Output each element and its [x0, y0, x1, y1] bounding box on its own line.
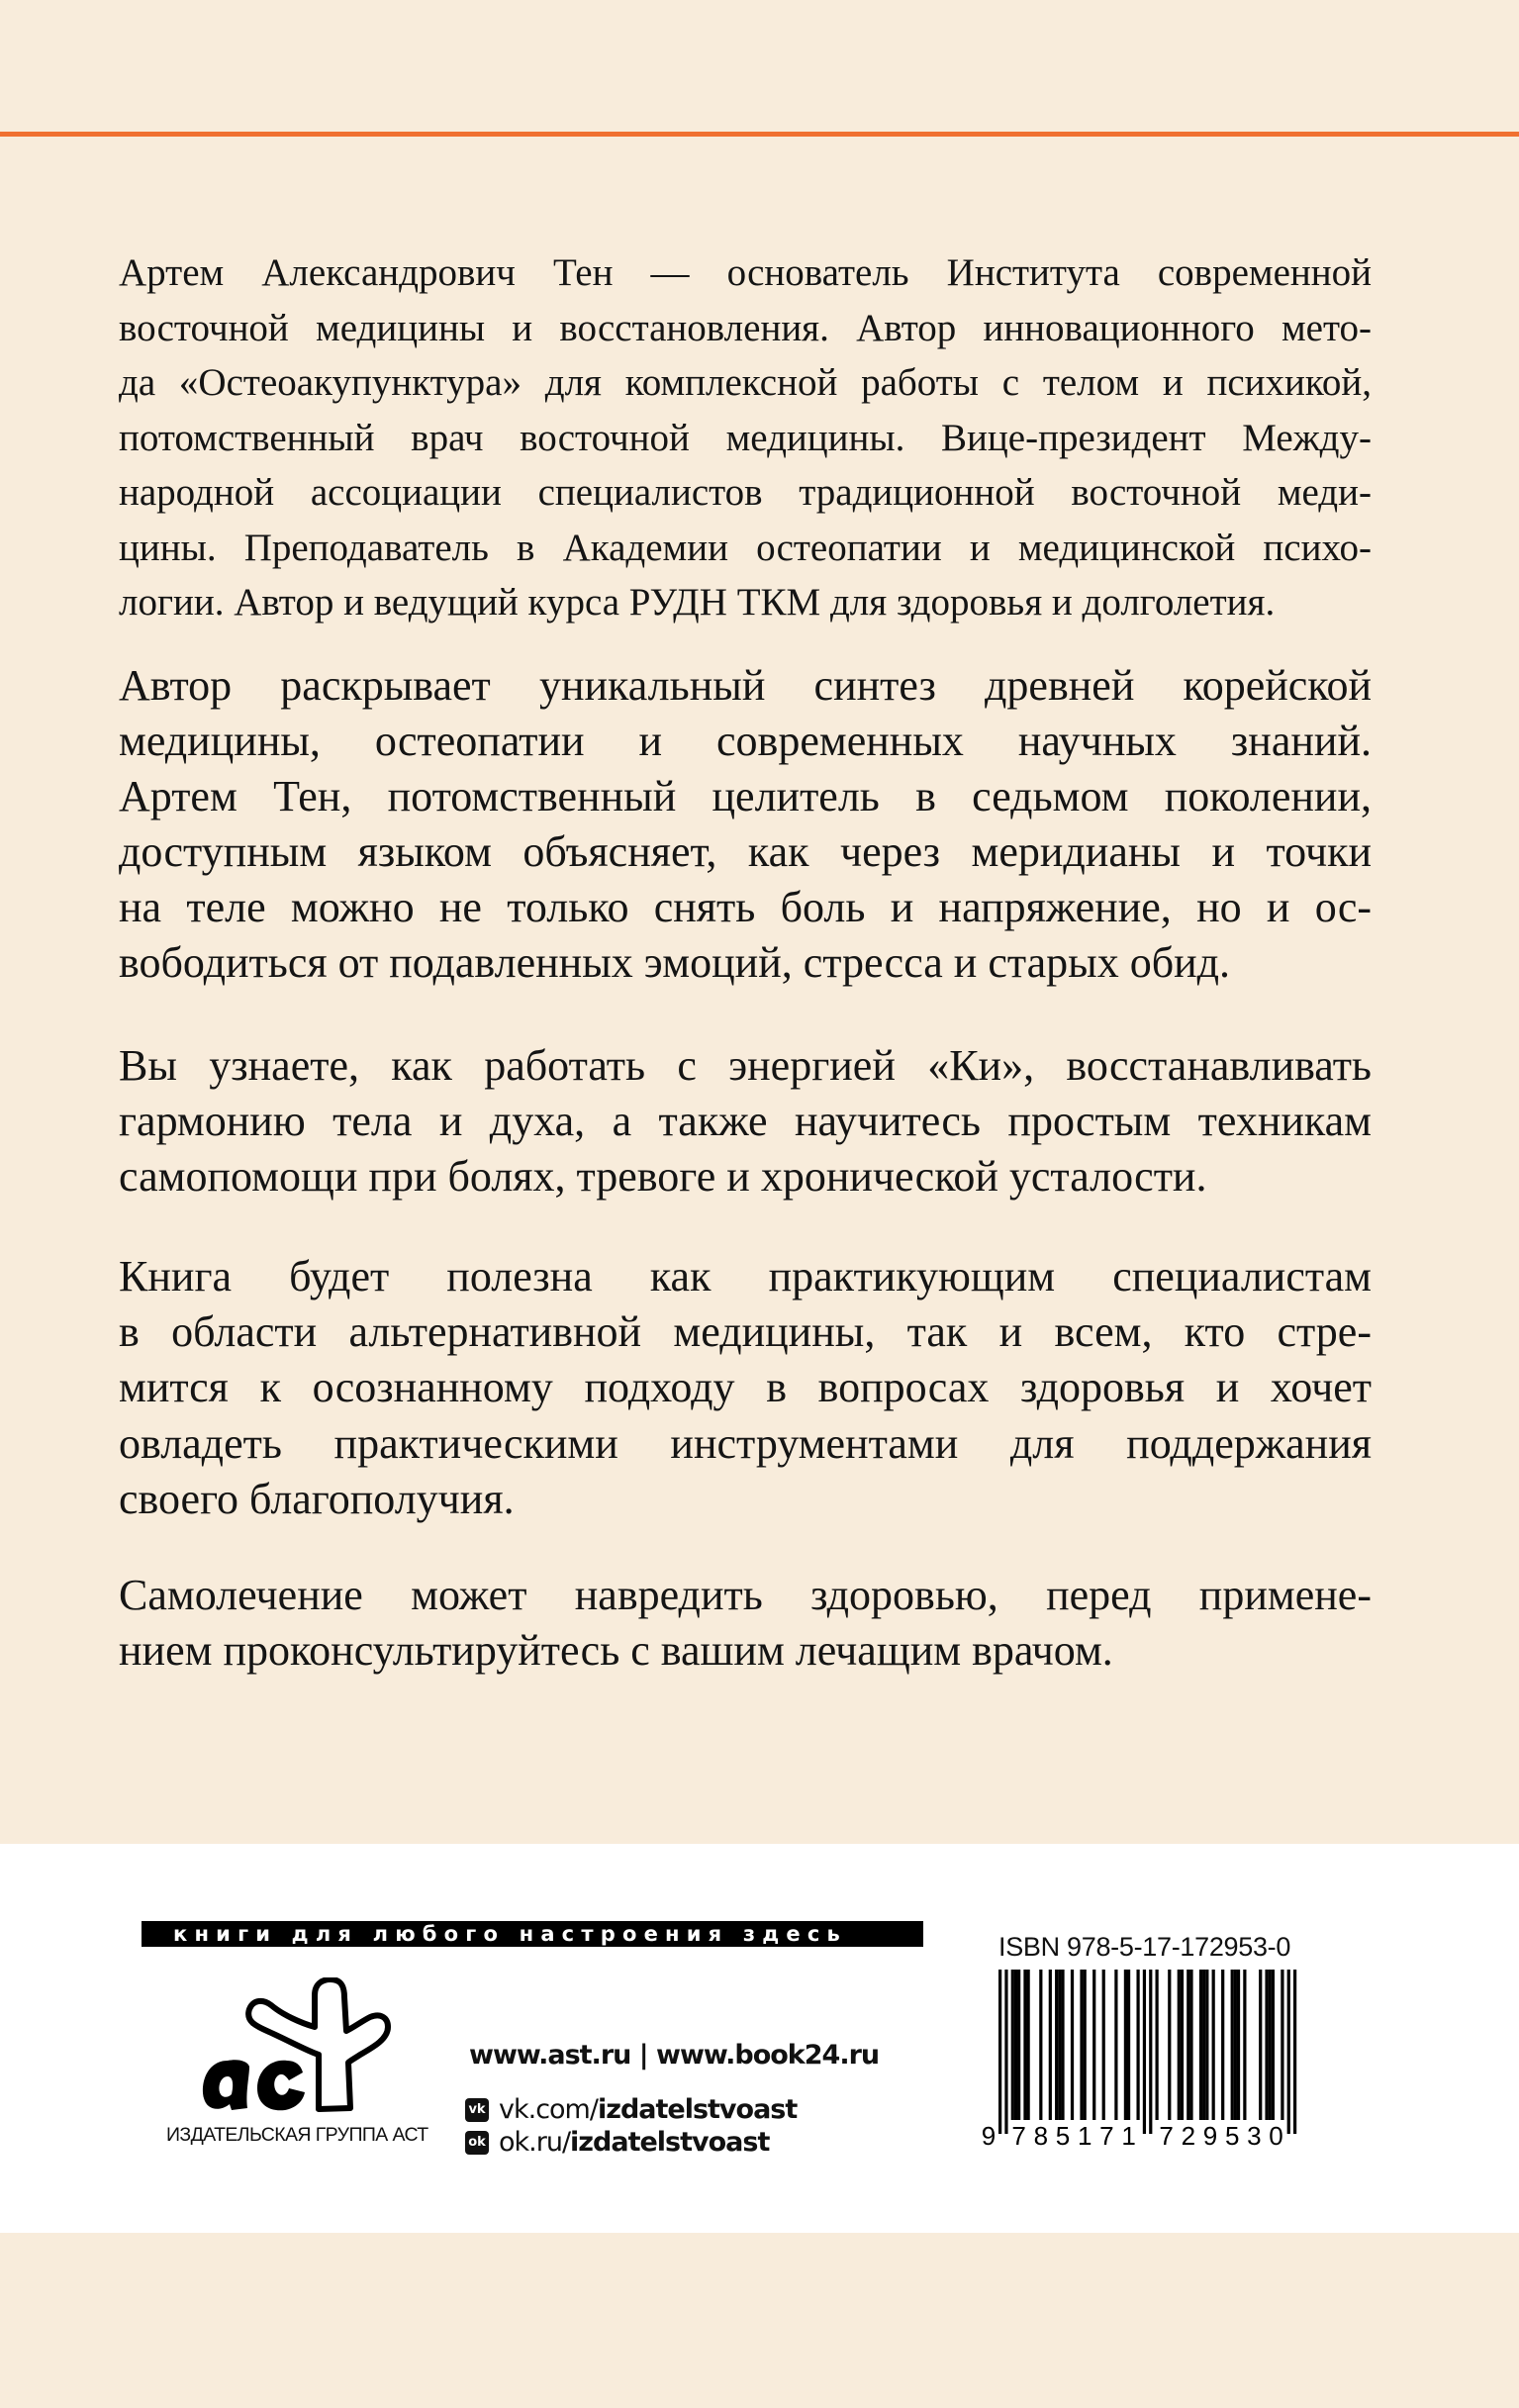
text-line: Автор раскрывает уникальный синтез древней корейской	[119, 661, 1372, 710]
svg-text:5: 5	[1055, 2121, 1071, 2151]
svg-text:7: 7	[1099, 2121, 1114, 2151]
ok-link[interactable]	[465, 2127, 769, 2158]
publisher-label: ИЗДАТЕЛЬСКАЯ ГРУППА АСТ	[166, 2124, 428, 2146]
text-line: самопомощи при болях, тревоге и хронической усталости.	[119, 1152, 1207, 1201]
svg-text:8: 8	[1033, 2121, 1049, 2151]
slogan-banner: книги для любого настроения здесь	[142, 1921, 923, 1947]
text-line: логии. Автор и ведущий курса РУДН ТКМ для здоровья и долголетия.	[119, 581, 1276, 624]
text-line: Самолечение может навредить здоровью, перед примене-	[119, 1571, 1372, 1619]
isbn-label: ISBN 978-5-17-172953-0	[998, 1932, 1291, 1962]
accent-rule	[0, 132, 1519, 137]
svg-text:1: 1	[1077, 2121, 1092, 2151]
svg-text:7: 7	[1011, 2121, 1026, 2151]
text-line: цины. Преподаватель в Академии остеопатии и медицинской психо-	[119, 526, 1372, 569]
svg-text:0: 0	[1269, 2121, 1283, 2151]
svg-text:3: 3	[1247, 2121, 1262, 2151]
text-line: доступным языком объясняет, как через меридианы и точки	[119, 827, 1372, 876]
text-line: народной ассоциации специалистов традиционной восточной меди-	[119, 471, 1372, 514]
text-line: на теле можно не только снять боль и напряжение, но и ос-	[119, 883, 1372, 931]
vk-icon: vk	[465, 2098, 489, 2122]
vk-prefix: vk.com/	[499, 2094, 598, 2125]
text-line: вободиться от подавленных эмоций, стресса и старых обид.	[119, 938, 1231, 987]
text-line: своего благополучия.	[119, 1474, 515, 1523]
text-line: да «Остеоакупунктура» для комплексной работы с телом и психикой,	[119, 361, 1372, 404]
website-links[interactable]: www.ast.ru | www.book24.ru	[469, 2040, 880, 2071]
barcode-icon	[975, 1969, 1311, 2157]
text-line: Вы узнаете, как работать с энергией «Ки», восстанавливать	[119, 1041, 1372, 1090]
text-line: в области альтернативной медицины, так и всем, кто стре-	[119, 1307, 1372, 1357]
text-line: восточной медицины и восстановления. Автор инновационного мето-	[119, 306, 1372, 349]
text-line: Артем Александрович Тен — основатель Института современной	[119, 251, 1372, 294]
svg-text:1: 1	[1121, 2121, 1136, 2151]
vk-handle: izdatelstvoast	[597, 2094, 798, 2125]
ast-logo-icon	[198, 1977, 396, 2114]
svg-text:5: 5	[1224, 2121, 1240, 2151]
svg-text:7: 7	[1159, 2121, 1174, 2151]
ok-handle: izdatelstvoast	[570, 2127, 770, 2158]
ok-icon: ok	[465, 2131, 489, 2155]
text-line: Артем Тен, потомственный целитель в седьмом поколении,	[119, 772, 1372, 820]
text-line: потомственный врач восточной медицины. Вице-президент Между-	[119, 416, 1372, 459]
svg-text:2: 2	[1181, 2121, 1196, 2151]
ok-prefix: ok.ru/	[499, 2127, 571, 2158]
text-line: Книга будет полезна как практикующим специалистам	[119, 1252, 1372, 1300]
text-line: мится к осознанному подходу в вопросах здоровья и хочет	[119, 1363, 1372, 1412]
text-line: нием проконсультируйтесь с вашим лечащим врачом.	[119, 1626, 1113, 1675]
text-line: медицины, остеопатии и современных научных знаний.	[119, 717, 1372, 765]
svg-text:9: 9	[981, 2121, 997, 2151]
vk-link[interactable]	[465, 2094, 797, 2125]
text-line: гармонию тела и духа, а также научитесь простым техникам	[119, 1097, 1372, 1145]
svg-text:9: 9	[1202, 2121, 1218, 2151]
text-line: овладеть практическими инструментами для поддержания	[119, 1418, 1372, 1468]
